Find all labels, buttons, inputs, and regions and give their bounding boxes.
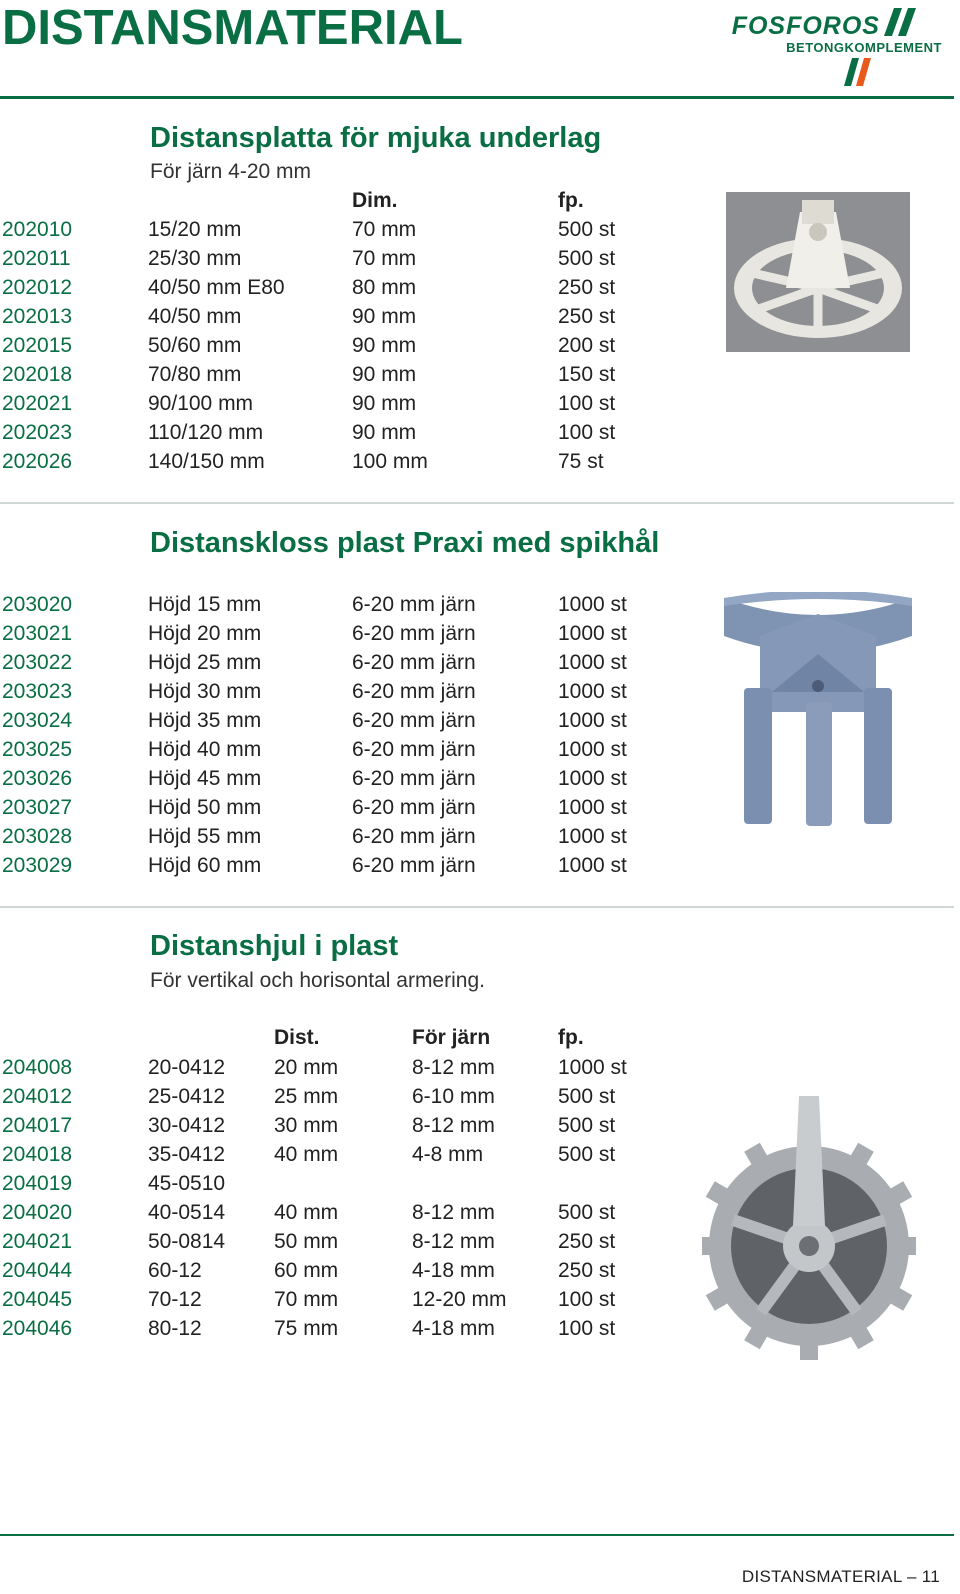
article-number: 203028	[2, 825, 73, 848]
table-cell: 75 mm	[274, 1317, 339, 1340]
table-cell: 90/100 mm	[148, 392, 254, 415]
table-row	[0, 331, 700, 360]
table-cell: 1000 st	[558, 796, 627, 819]
table-cell: 150 st	[558, 363, 616, 386]
table-cell: Höjd 60 mm	[148, 854, 262, 877]
table-cell: 6-20 mm järn	[352, 680, 476, 703]
table-cell: 40/50 mm	[148, 305, 242, 328]
table-cell: Höjd 50 mm	[148, 796, 262, 819]
section3-header-fp: fp.	[558, 1026, 584, 1049]
table-row	[0, 1053, 700, 1082]
section3-title: Distanshjul i plast	[150, 930, 399, 962]
table-row	[0, 1169, 700, 1198]
table-cell: 70-12	[148, 1288, 202, 1311]
table-cell: 45-0510	[148, 1172, 226, 1195]
table-cell: 90 mm	[352, 334, 417, 357]
table-cell: 20-0412	[148, 1056, 226, 1079]
table-cell: 100 st	[558, 1317, 616, 1340]
article-number: 203022	[2, 651, 73, 674]
article-number: 203025	[2, 738, 73, 761]
table-cell: 50 mm	[274, 1230, 339, 1253]
page-title: DISTANSMATERIAL	[2, 1, 463, 55]
article-number: 202013	[2, 305, 73, 328]
table-cell: 100 st	[558, 392, 616, 415]
table-cell: 500 st	[558, 218, 616, 241]
table-row	[0, 273, 700, 302]
table-cell: Höjd 30 mm	[148, 680, 262, 703]
table-cell: 4-18 mm	[412, 1317, 495, 1340]
article-number: 202015	[2, 334, 73, 357]
table-cell: Höjd 25 mm	[148, 651, 262, 674]
table-cell: 25-0412	[148, 1085, 226, 1108]
distanskloss-image	[720, 592, 916, 828]
section1-subtitle: För järn 4-20 mm	[150, 160, 312, 183]
article-number: 202011	[2, 247, 71, 270]
article-number: 203024	[2, 709, 73, 732]
article-number: 202010	[2, 218, 73, 241]
table-cell: 6-20 mm järn	[352, 622, 476, 645]
table-cell: 100 st	[558, 1288, 616, 1311]
article-number: 204020	[2, 1201, 73, 1224]
table-cell: 70 mm	[274, 1288, 339, 1311]
table-row	[0, 418, 700, 447]
table-row	[0, 215, 700, 244]
table-cell: 6-20 mm järn	[352, 825, 476, 848]
table-cell: 12-20 mm	[412, 1288, 507, 1311]
table-cell: 6-20 mm järn	[352, 593, 476, 616]
article-number: 204018	[2, 1143, 73, 1166]
article-number: 204045	[2, 1288, 73, 1311]
table-cell: Höjd 15 mm	[148, 593, 262, 616]
article-number: 203026	[2, 767, 73, 790]
table-cell: 90 mm	[352, 392, 417, 415]
table-cell: 500 st	[558, 1143, 616, 1166]
table-cell: 75 st	[558, 450, 604, 473]
table-cell: 250 st	[558, 276, 616, 299]
table-cell: 500 st	[558, 247, 616, 270]
table-cell: 6-20 mm järn	[352, 796, 476, 819]
table-row	[0, 1314, 700, 1343]
table-cell: 1000 st	[558, 738, 627, 761]
article-number: 202023	[2, 421, 73, 444]
table-row	[0, 1285, 700, 1314]
table-cell: 110/120 mm	[148, 421, 264, 444]
table-cell: 100 st	[558, 421, 616, 444]
table-cell: 15/20 mm	[148, 218, 242, 241]
table-row	[0, 851, 700, 880]
table-cell: 25/30 mm	[148, 247, 242, 270]
table-row	[0, 619, 700, 648]
article-number: 204008	[2, 1056, 73, 1079]
table-cell: 50-0814	[148, 1230, 226, 1253]
table-cell: 250 st	[558, 1259, 616, 1282]
table-cell: 1000 st	[558, 709, 627, 732]
table-cell: 8-12 mm	[412, 1230, 495, 1253]
table-cell: 40/50 mm E80	[148, 276, 285, 299]
table-cell: 80-12	[148, 1317, 202, 1340]
table-cell: 25 mm	[274, 1085, 339, 1108]
table-row	[0, 1140, 700, 1169]
table-row	[0, 764, 700, 793]
table-row	[0, 648, 700, 677]
table-cell: 90 mm	[352, 363, 417, 386]
table-row	[0, 389, 700, 418]
article-number: 203023	[2, 680, 73, 703]
article-number: 203020	[2, 593, 73, 616]
table-cell: 4-18 mm	[412, 1259, 495, 1282]
article-number: 202018	[2, 363, 73, 386]
article-number: 204044	[2, 1259, 73, 1282]
table-cell: 500 st	[558, 1114, 616, 1137]
table-row	[0, 447, 700, 476]
table-cell: 1000 st	[558, 767, 627, 790]
table-row	[0, 244, 700, 273]
table-cell: 6-20 mm järn	[352, 767, 476, 790]
section3-header-forjarn: För järn	[412, 1026, 491, 1049]
article-number: 202012	[2, 276, 73, 299]
table-cell: 200 st	[558, 334, 616, 357]
table-row	[0, 1082, 700, 1111]
table-cell: 6-20 mm järn	[352, 854, 476, 877]
brand-subtitle: BETONGKOMPLEMENT	[786, 40, 942, 55]
table-cell: Höjd 45 mm	[148, 767, 262, 790]
table-row	[0, 793, 700, 822]
table-cell: 1000 st	[558, 622, 627, 645]
table-cell: 6-10 mm	[412, 1085, 495, 1108]
table-cell: 90 mm	[352, 421, 417, 444]
table-cell: 250 st	[558, 1230, 616, 1253]
footer-divider	[0, 1534, 954, 1536]
table-cell: 8-12 mm	[412, 1114, 495, 1137]
table-row	[0, 360, 700, 389]
table-cell: 70/80 mm	[148, 363, 242, 386]
table-cell: 1000 st	[558, 593, 627, 616]
table-row	[0, 590, 700, 619]
logo-stripes-top-icon	[884, 8, 920, 38]
section1-header-fp: fp.	[558, 189, 584, 212]
table-row	[0, 302, 700, 331]
distanshjul-image	[702, 1096, 916, 1370]
table-cell: 90 mm	[352, 305, 417, 328]
table-cell: 140/150 mm	[148, 450, 265, 473]
section3-header-dist: Dist.	[274, 1026, 320, 1049]
article-number: 202026	[2, 450, 73, 473]
table-cell: 1000 st	[558, 680, 627, 703]
table-cell: 40 mm	[274, 1201, 339, 1224]
article-number: 203027	[2, 796, 73, 819]
table-cell: 60-12	[148, 1259, 202, 1282]
table-cell: 8-12 mm	[412, 1056, 495, 1079]
table-cell: 40 mm	[274, 1143, 339, 1166]
table-cell: 1000 st	[558, 1056, 627, 1079]
table-cell: 35-0412	[148, 1143, 226, 1166]
table-row	[0, 1227, 700, 1256]
section3-subtitle: För vertikal och horisontal armering.	[150, 969, 485, 992]
section1-divider	[0, 502, 954, 504]
table-cell: 40-0514	[148, 1201, 226, 1224]
article-number: 204046	[2, 1317, 73, 1340]
table-cell: Höjd 40 mm	[148, 738, 262, 761]
section1-header-dim: Dim.	[352, 189, 398, 212]
table-cell: 500 st	[558, 1085, 616, 1108]
table-cell: Höjd 35 mm	[148, 709, 262, 732]
brand-logo	[712, 6, 942, 90]
table-cell: 100 mm	[352, 450, 428, 473]
distansplatta-image	[726, 192, 910, 352]
table-cell: 250 st	[558, 305, 616, 328]
article-number: 204021	[2, 1230, 73, 1253]
section2-title: Distanskloss plast Praxi med spikhål	[150, 527, 660, 559]
table-cell: 8-12 mm	[412, 1201, 495, 1224]
table-cell: 6-20 mm järn	[352, 651, 476, 674]
table-row	[0, 822, 700, 851]
article-number: 203029	[2, 854, 73, 877]
table-row	[0, 1256, 700, 1285]
table-cell: 20 mm	[274, 1056, 339, 1079]
table-row	[0, 1111, 700, 1140]
section2-divider	[0, 906, 954, 908]
table-cell: 70 mm	[352, 218, 417, 241]
logo-stripes-bottom-icon	[844, 58, 874, 88]
table-cell: 6-20 mm järn	[352, 738, 476, 761]
table-cell: 80 mm	[352, 276, 417, 299]
article-number: 204019	[2, 1172, 73, 1195]
table-row	[0, 735, 700, 764]
table-cell: 30 mm	[274, 1114, 339, 1137]
article-number: 204017	[2, 1114, 73, 1137]
article-number: 204012	[2, 1085, 73, 1108]
table-cell: 4-8 mm	[412, 1143, 484, 1166]
table-cell: 1000 st	[558, 651, 627, 674]
table-row	[0, 1198, 700, 1227]
table-cell: 1000 st	[558, 854, 627, 877]
table-cell: 70 mm	[352, 247, 417, 270]
table-cell: Höjd 20 mm	[148, 622, 262, 645]
table-cell: 30-0412	[148, 1114, 226, 1137]
table-cell: 60 mm	[274, 1259, 339, 1282]
table-cell: 1000 st	[558, 825, 627, 848]
section1-title: Distansplatta för mjuka underlag	[150, 122, 602, 154]
table-row	[0, 677, 700, 706]
table-cell: 500 st	[558, 1201, 616, 1224]
table-cell: Höjd 55 mm	[148, 825, 262, 848]
page-footer: DISTANSMATERIAL – 11	[741, 1567, 940, 1586]
table-cell: 50/60 mm	[148, 334, 242, 357]
table-row	[0, 706, 700, 735]
brand-name: FOSFOROS	[731, 12, 880, 40]
article-number: 202021	[2, 392, 73, 415]
article-number: 203021	[2, 622, 73, 645]
table-cell: 6-20 mm järn	[352, 709, 476, 732]
header-divider	[0, 96, 954, 99]
